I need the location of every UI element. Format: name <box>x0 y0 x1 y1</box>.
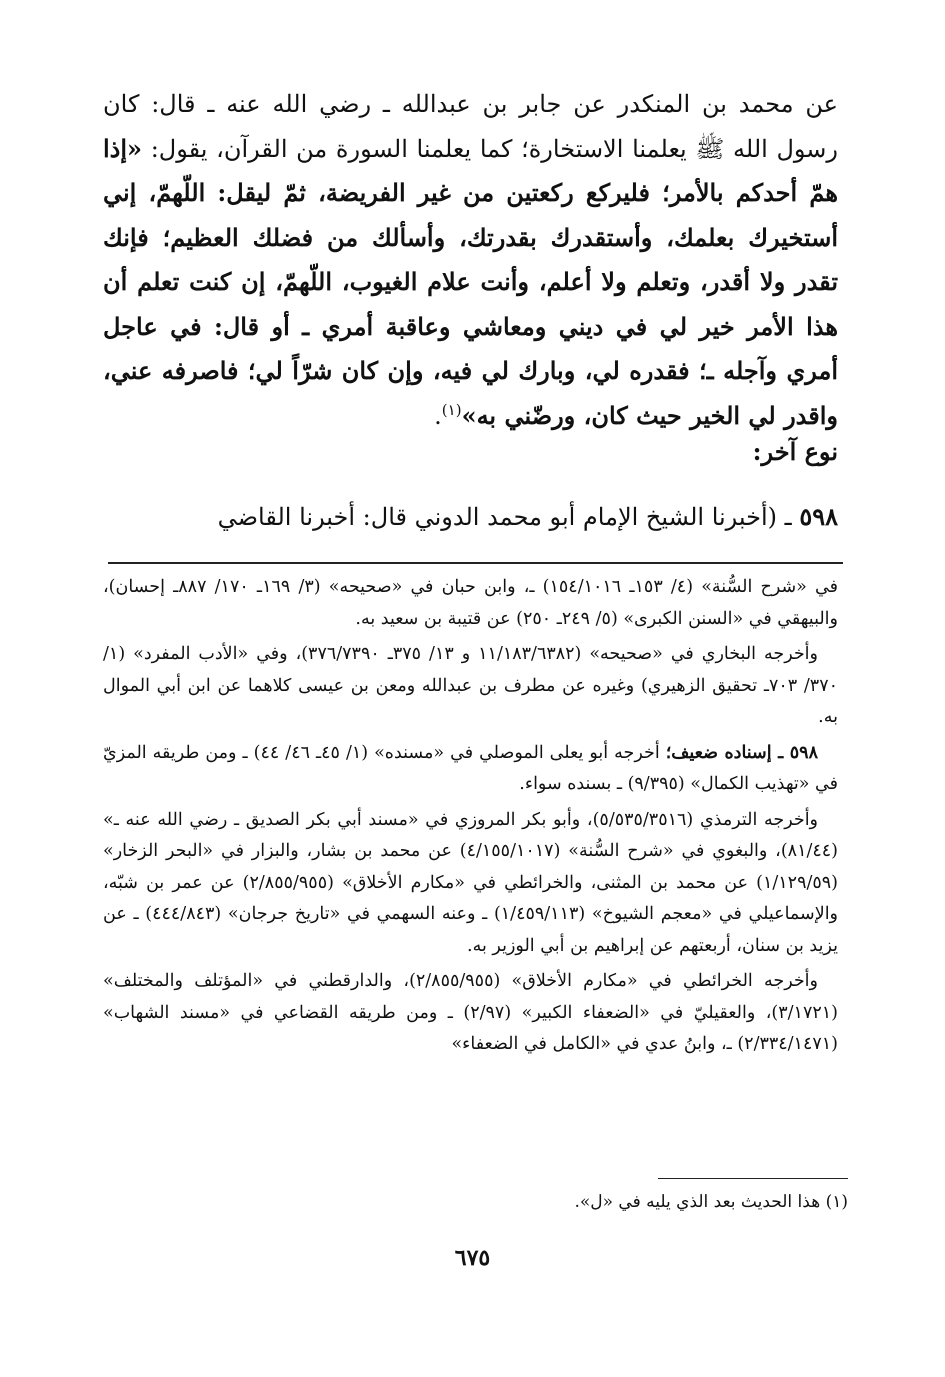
entry-number: ٥٩٨ <box>799 502 838 531</box>
footnote: (١) هذا الحديث بعد الذي يليه في «ل». <box>574 1192 848 1212</box>
intro-text: عن محمد بن المنكدر عن جابر بن عبدالله ـ رضي الله عنه ـ قال: كان رسول الله ﷺ يعلمنا الاستخارة؛ كما يعلمنا السورة من القرآن، يقول: <box>103 90 838 163</box>
note-paragraph: وأخرجه الخرائطي في «مكارم الأخلاق» (٢/٨٥٥/٩٥٥)، والدارقطني في «المؤتلف والمختلف» (٣/١٧٢١)، والعقيليّ في «الضعفاء الكبير» (٢/٩٧) ـ ومن طريقه القضاعي في «مسند الشهاب» (٢/٣٣٤/١٤٧١) ـ، وابنُ عدي في «الكامل في الضعفاء» <box>103 971 838 1054</box>
main-text <box>103 82 838 438</box>
hadith-text: «إذا همّ أحدكم بالأمر؛ فليركع ركعتين من غير الفريضة، ثمّ ليقل: اللّهمّ، إني أستخيرك بعلمك، وأستقدرك بقدرتك، وأسألك من فضلك العظيم؛ فإنك تقدر ولا أقدر، وتعلم ولا أعلم، وأنت علام الغيوب، اللّهمّ، إن كنت تعلم أن هذا الأمر خير لي في ديني ومعاشي وعاقبة أمري ـ أو قال: في عاجل أمري وآجله ـ؛ فقدره لي، وبارك لي فيه، وإن كان شرّاً لي؛ فاصرفه عني، واقدر لي الخير حيث كان، ورضّني به» <box>103 133 838 430</box>
note-paragraph: وأخرجه البخاري في «صحيحه» (١١/١٨٣/٦٣٨٢ و ١٣/ ٣٧٥ـ ٣٧٦/٧٣٩٠)، وفي «الأدب المفرد» (١/ ٣٧٠/ ٧٠٣ـ تحقيق الزهيري) وغيره عن مطرف بن عبدالله ومعن بن عيسى كلاهما عن ابن أبي الموال به. <box>103 644 838 727</box>
footnote-reference: (١) <box>441 400 462 419</box>
notes-section <box>103 572 838 1065</box>
note-grading: ـ إسناده ضعيف؛ <box>665 742 790 763</box>
page-number: ٦٧٥ <box>454 1245 491 1271</box>
subheading: نوع آخر: <box>752 437 838 466</box>
note-598 <box>103 738 838 801</box>
notes-divider <box>108 562 843 564</box>
note-paragraph: في «شرح السُّنة» (٤/ ١٥٣ـ ١٥٤/١٠١٦) ـ، وابن حبان في «صحيحه» (٣/ ١٦٩ـ ١٧٠/ ٨٨٧ـ إحسان)، والبيهقي في «السنن الكبرى» (٥/ ٢٤٩ـ ٢٥٠) عن قتيبة بن سعيد به. <box>103 577 839 629</box>
note-number: ٥٩٨ <box>789 742 818 763</box>
note-paragraph: وأخرجه الترمذي (٥/٥٣٥/٣٥١٦)، وأبو بكر المروزي في «مسند أبي بكر الصديق ـ رضي الله عنه ـ» (٨١/٤٤)، والبغوي في «شرح السُّنة» (٤/١٥٥/١٠١٧) عن محمد بن بشار، والبزار في «البحر الزخار» (١/١٢٩/٥٩) عن محمد بن المثنى، والخرائطي في «مكارم الأخلاق» (٢/٨٥٥/٩٥٥) عن عمر بن شبّه، والإسماعيلي في «معجم الشيوخ» (١/٤٥٩/١١٣) ـ وعنه السهمي في «تاريخ جرجان» (٤٤٤/٨٤٣) ـ عن يزيد بن سنان، أربعتهم عن إبراهيم بن أبي الوزير به. <box>103 809 839 956</box>
paragraph-end: . <box>434 401 442 430</box>
note-text: أخرجه أبو يعلى الموصلي في «مسنده» (١/ ٤٥ـ ٤٦/ ٤٤) ـ ومن طريقه المزيّ في «تهذيب الكمال» (٩/٣٩٥) ـ بسنده سواء. <box>103 742 838 794</box>
main-paragraph <box>103 82 838 438</box>
footnote-divider <box>658 1178 848 1179</box>
entry-text: ـ (أخبرنا الشيخ الإمام أبو محمد الدوني قال: أخبرنا القاضي <box>217 503 800 531</box>
entry-598 <box>103 495 838 539</box>
